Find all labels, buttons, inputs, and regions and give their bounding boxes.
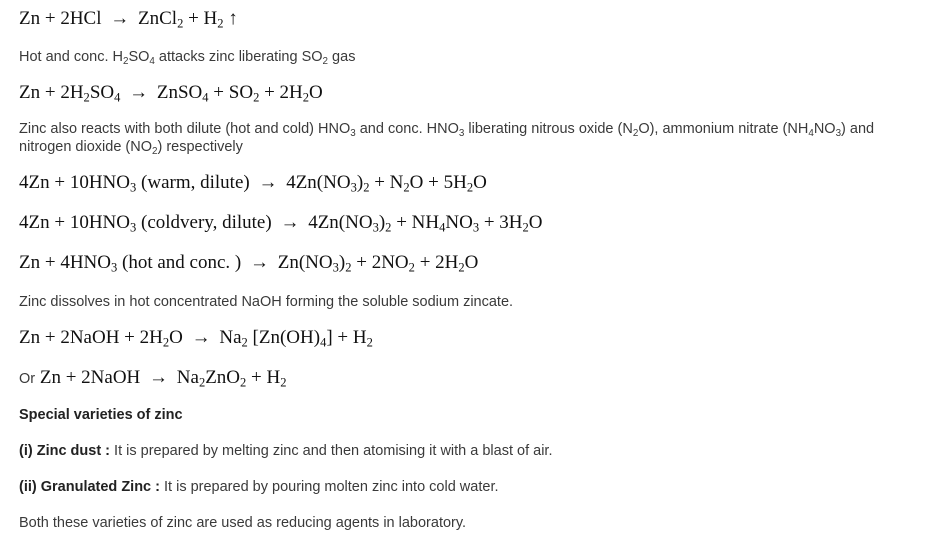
equation-zn-h2so4: $Zn + 2H_2SO_4$ → ZnSO$_4$ + $SO_2 + 2H_2O$ bbox=[19, 82, 323, 105]
equation-hno3-warm-dilute: $4Zn + 10HNO_3$ (warm, dilute) → $4Zn(NO_3)_2 + N_2O + 5H_2O$ bbox=[19, 172, 487, 195]
text-naoh-dissolves: Zinc dissolves in hot concentrated NaOH forming the soluble sodium zincate. bbox=[19, 294, 514, 310]
equation-hno3-hot-conc: $Zn + 4HNO_3$ (hot and conc. ) → $Zn(NO_3)_2 + 2NO_2 + 2H_2O$ bbox=[19, 252, 479, 275]
heading-special-varieties: Special varieties of zinc bbox=[19, 407, 183, 423]
equation-naoh-zincate: Zn + 2NaOH + $2H_2O \to Na_2$ $[Zn(OH)_4] + H_2$ bbox=[19, 327, 373, 350]
equation-naoh-alternative: Or Zn + 2NaOH → $Na_2ZnO_2 + H_2$ bbox=[19, 367, 287, 390]
equation-hno3-cold-dilute: $4Zn + 10HNO_3$ (coldvery, dilute) → $4Zn(NO_3)_2 + NH_4NO_3 + 3H_2O$ bbox=[19, 212, 543, 235]
text-zinc-dust: (i) Zinc dust : It is prepared by melting zinc and then atomising it with a blast of air. bbox=[19, 443, 553, 459]
text-conc-h2so4: Hot and conc. $H_2SO_4$ attacks zinc liberating $SO_2$ gas bbox=[19, 49, 356, 67]
text-reducing-agents: Both these varieties of zinc are used as reducing agents in laboratory. bbox=[19, 515, 467, 531]
text-hno3-reactions: Zinc also reacts with both dilute (hot and cold) $HNO_3$ and conc. $HNO_3$ liberating nitrous oxide $(N_2O)$, ammonium nitrate $(NH_4NO_3)$ and nitrogen dioxide $(NO_2)$ respectively bbox=[19, 121, 875, 157]
equation-zn-hcl: Zn + 2HCl → ZnCl$_2$ + $H_2$ ↑ bbox=[19, 8, 238, 31]
text-granulated-zinc: (ii) Granulated Zinc : It is prepared by pouring molten zinc into cold water. bbox=[19, 479, 499, 495]
